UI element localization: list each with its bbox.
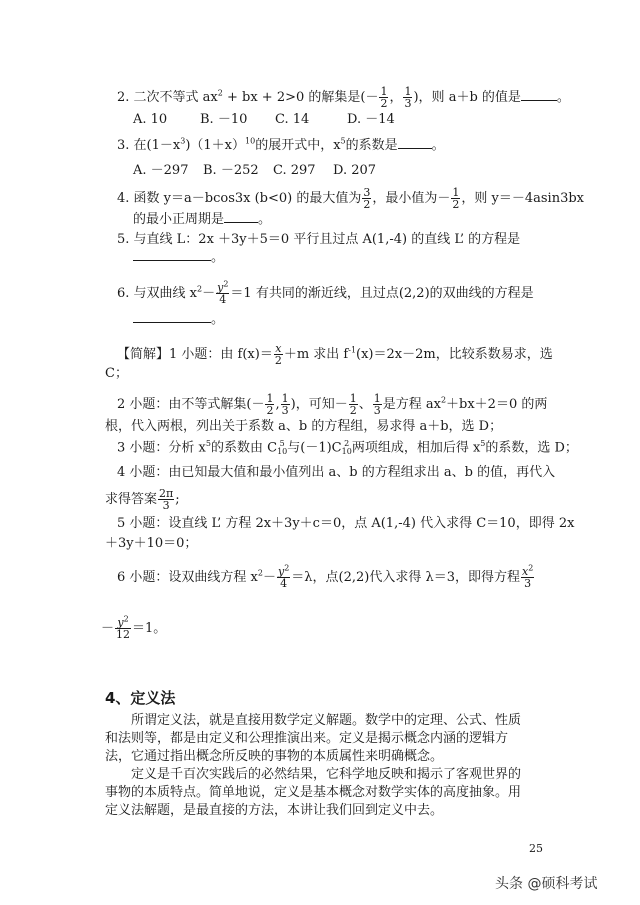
q6-text: ＝1 有共同的渐近线，且过点(2,2)的双曲线的方程是 [230, 286, 534, 301]
solution-text: ＝1。 [132, 621, 167, 636]
solution-1 [117, 343, 553, 366]
question-5-cont [133, 250, 224, 266]
fraction: $\frac{x}{2}$ [274, 342, 282, 367]
solution-text: 的系数由 C [210, 440, 278, 456]
solution-text: 、 [358, 397, 372, 412]
answer-blank [398, 138, 432, 149]
solution-1-cont [105, 366, 128, 382]
question-5 [117, 232, 520, 248]
solution-4 [117, 465, 555, 481]
answer-blank [133, 312, 211, 323]
fraction: $\frac{y^2}{12}$ [116, 614, 131, 641]
q2-text: + bx + 2>0 的解集是(－ [222, 90, 379, 105]
option-b: B. －252 [203, 163, 259, 178]
watermark: 头条 @硕科考试 [495, 876, 598, 892]
fraction: $\frac{y^2}{4}$ [217, 279, 229, 306]
option-a: A. 10 [133, 112, 168, 127]
page-number: 25 [529, 842, 543, 855]
period: 。 [258, 212, 272, 227]
solution-text: 根，代入两根，列出关于系数 a、b 的方程组，易求得 a＋b，选 D； [105, 419, 503, 434]
solution-text: ＋m 求出 f [283, 347, 349, 362]
solution-2 [117, 393, 547, 416]
punct: ; [175, 492, 180, 507]
solution-text: 3 小题：分析 x [117, 440, 206, 456]
solution-3 [117, 440, 578, 457]
solution-5 [117, 516, 574, 532]
solution-text: 是方程 ax [382, 397, 441, 412]
solution-6-cont [101, 614, 167, 641]
solution-text: ＋bx＋2＝0 的两 [446, 397, 548, 412]
period: 。 [211, 250, 225, 265]
fraction: $\frac{1}{2}$ [349, 392, 357, 417]
solution-6 [117, 563, 535, 590]
q4-text: ，则 y＝－4asin3bx [461, 191, 585, 206]
question-6 [117, 279, 534, 306]
paragraph-2: 定义是千百次实践后的必然结果，它科学地反映和揭示了客观世界的事物的本质特点。简单地说，定义是基本概念对数学实体的高度抽象。用定义法解题，是最直接的方法，本讲让我们回到定义中去。 [105, 767, 522, 818]
option-c: C. 297 [273, 163, 316, 178]
question-4 [117, 187, 584, 210]
solution-text: 两项组成，相加后得 x [351, 440, 481, 456]
answer-blank [133, 250, 211, 261]
period: 。 [556, 90, 570, 105]
fraction: $\frac{y^2}{4}$ [277, 563, 290, 590]
q6-text: 6. 与双曲线 x [117, 286, 197, 301]
q2-text: 2. 二次不等式 ax [117, 90, 218, 105]
solution-text: C； [105, 366, 128, 381]
solution-text: 2 小题：由不等式解集(－ [117, 397, 265, 412]
solution-text: ＋3y＋10＝0； [105, 536, 198, 551]
solution-text: 与(－1)C [287, 440, 342, 456]
solution-text: ＝λ，点(2,2)代入求得 λ＝3，即得方程 [291, 570, 520, 585]
solution-text: )，可知－ [290, 397, 348, 412]
solution-text: 【简解】1 小题：由 f(x)＝ [117, 347, 273, 362]
answer-blank [224, 212, 258, 223]
answer-blank [521, 90, 557, 101]
option-b: B. －10 [200, 112, 248, 127]
fraction: $\frac{1}{3}$ [404, 85, 412, 110]
option-d: D. 207 [333, 163, 377, 178]
paragraph-1: 所谓定义法，就是直接用数学定义解题。数学中的定理、公式、性质和法则等，都是由定义和公理推演出来。定义是揭示概念内涵的逻辑方法，它通过指出概念所反映的事物的本质属性来明确概念。 [105, 713, 522, 764]
option-c: C. 14 [275, 112, 310, 127]
solution-text: － [101, 621, 115, 636]
exp: 2 [217, 88, 223, 98]
fraction: $\frac{3}{2}$ [363, 186, 371, 211]
solution-text: 的系数，选 D； [485, 440, 578, 456]
exp: 5 [205, 439, 211, 449]
solution-text: 5 小题：设直线 L’ 方程 2x＋3y＋c＝0，点 A(1,-4) 代入求得 C＝10，即得 2x [117, 516, 575, 531]
period: 。 [431, 138, 445, 153]
combination-index: 5 10 [277, 439, 288, 456]
q2-text: ， [389, 90, 403, 105]
exp: 2 [197, 284, 203, 294]
solution-text: , [275, 397, 280, 412]
option-d: D. －14 [347, 112, 395, 127]
exp: 5 [480, 439, 486, 449]
option-a: A. －297 [133, 163, 189, 178]
exp: 5 [340, 136, 346, 146]
q5-text: 5. 与直线 L：2x ＋3y＋5＝0 平行且过点 A(1,-4) 的直线 L’ 的方程是 [117, 232, 521, 247]
combination-index: 2 10 [341, 439, 352, 456]
q3-options [133, 163, 376, 179]
question-6-cont [133, 312, 224, 328]
fraction: $\frac{1}{2}$ [452, 186, 460, 211]
solution-5-cont [105, 536, 197, 552]
exp: 10 [245, 136, 256, 146]
q4-text: ，最小值为－ [372, 191, 451, 206]
solution-4-cont [105, 488, 180, 511]
question-4-cont [133, 212, 271, 228]
fraction: $\frac{1}{3}$ [373, 392, 381, 417]
question-3 [117, 138, 445, 154]
solution-text: 求得答案 [105, 492, 158, 507]
solution-2-cont [105, 419, 502, 435]
fraction: $\frac{1}{3}$ [281, 392, 289, 417]
period: 。 [211, 312, 225, 327]
exp: -1 [348, 345, 357, 355]
exp: 2 [440, 395, 447, 405]
solution-text: 4 小题：由已知最大值和最小值列出 a、b 的方程组求出 a、b 的值，再代入 [117, 465, 556, 480]
fraction: $\frac{1}{2}$ [266, 392, 274, 417]
solution-text: (x)＝2x－2m，比较系数易求，选 [356, 347, 553, 362]
q4-text: 4. 函数 y＝a－bcos3x (b<0) 的最大值为 [117, 191, 362, 206]
q2-text: )，则 a＋b 的值是 [413, 90, 521, 105]
q3-text: 3. 在(1－x [117, 138, 181, 153]
question-2 [117, 86, 570, 109]
fraction: $\frac{1}{2}$ [380, 85, 388, 110]
exp: 3 [180, 136, 186, 146]
q3-text: 的系数是 [345, 138, 398, 153]
q6-text: － [202, 286, 216, 301]
solution-text: 6 小题：设双曲线方程 x [117, 570, 258, 585]
q3-text: )（1＋x） [185, 138, 245, 153]
q2-options [133, 112, 395, 128]
fraction: $\frac{x^2}{3}$ [522, 563, 534, 590]
q4-text: 的最小正周期是 [133, 212, 225, 227]
q3-text: 的展开式中，x [255, 138, 341, 153]
exp: 2 [257, 568, 263, 578]
fraction: $\frac{2\pi}{3}$ [159, 487, 174, 512]
section-title: 4、定义法 [105, 689, 176, 707]
solution-text: － [262, 570, 276, 585]
